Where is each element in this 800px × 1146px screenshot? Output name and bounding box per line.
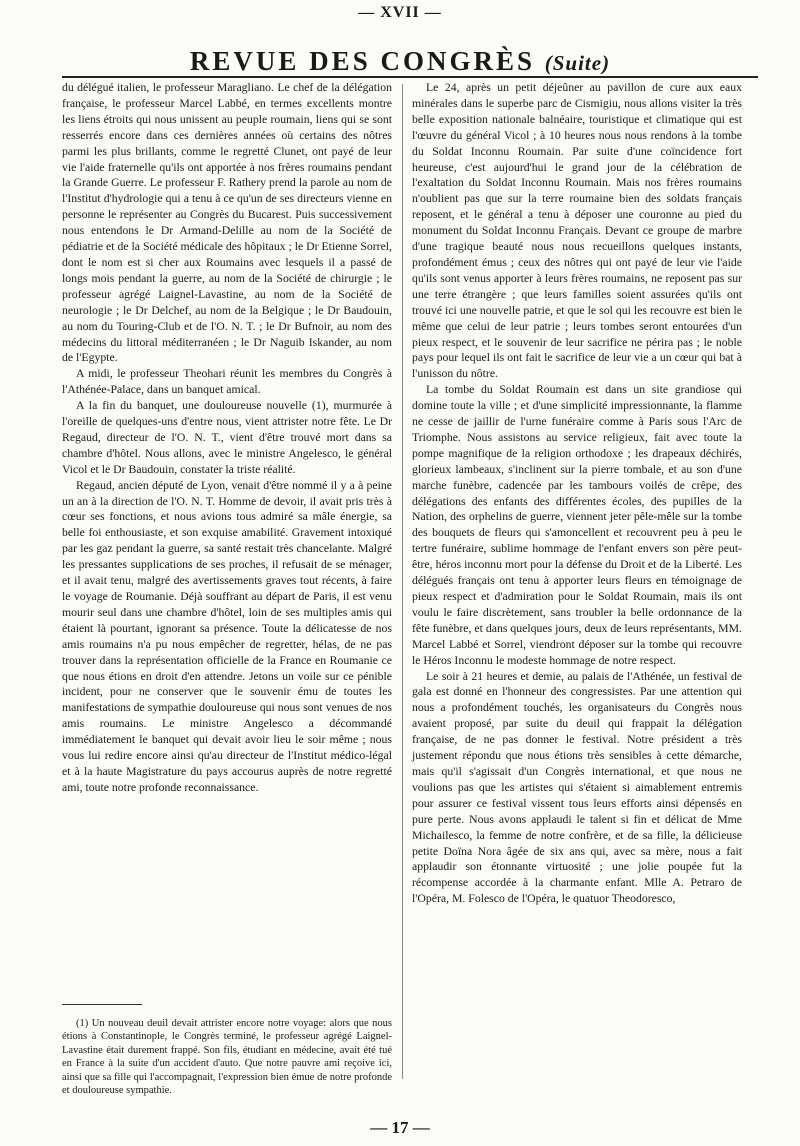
column-divider: [402, 84, 403, 1079]
paragraph: Le 24, après un petit déjeûner au pavillon de cure aux eaux minérales dans le superbe parc de Cismigiu, nous allons visiter la très belle exposition nationale balnéaire, touristique et climatique qui est l'œuvre du général Vicol ; à 10 heures nous nous rendons à la tombe du Soldat Inconnu Roumain. Par suite d'une coïncidence fort heureuse, c'est aujourd'hui le grand jour de la célébration de l'exaltation du Soldat Inconnu Roumain. Mais nos frères roumains n'oublient pas que sur la terre roumaine bien des soldats français reposent, et le général a tenu à déposer une couronne au pied du monument du Soldat Inconnu Français. Devant ce groupe de marbre d'une tragique beauté nous nous recueillons quelques instants, profondément émus ; ceux des nôtres qui ont payé de leur vie l'aide qu'ils sont venus apporter à leurs frères roumains, ne reposent pas sur une terre étrangère ; que leurs familles soient assurées qu'ils ont trouvé ici une nouvelle patrie, et que le sol qui les recouvre est bien le même que celui de leur patrie ; leurs tombes seront entourées d'un pieux respect, et le souvenir de leur sacrifice ne périra pas ; le noble pays pour lequel ils ont fait le sacrifice de leur vie a un cœur qui bat à l'unisson du nôtre.: [412, 81, 742, 381]
page-folio: — XVII —: [358, 4, 442, 21]
paragraph: La tombe du Soldat Roumain est dans un site grandiose qui domine toute la ville ; et d'une simplicité impressionnante, la flamme ne cesse de jaillir de l'urne funéraire comme à Paris sous l'Arc de Triomphe. Nous assistons au service religieux, fait avec toute la pompe magnifique de la religion orthodoxe ; les drapeaux déchirés, glorieux lambeaux, s'inclinent sur la pierre tombale, et au son d'une marche funèbre, cadencée par les tambours voilés de crêpe, des délégations des enfants des différentes écoles, des pupilles de la Nation, des orphelins de guerre, viennent jeter pêle-mêle sur la tombe des bouquets de fleurs qui s'amoncellent et recouvrent peu à peu le tertre funéraire, sublime hommage de l'enfant envers son père peut-être, héros inconnu mort pour la défense du Droit et de la Liberté. Les délégués français ont tenu à apporter leurs fleurs en témoignage de pieux respect et d'admiration pour le Soldat Roumain, mais ils ont voulu le faire discrètement, sans troubler la belle ordonnance de la fête funèbre, et dans quelques jours, deux de leurs représentants, MM. Marcel Labbé et Sorrel, viendront déposer sur la tombe qui recouvre le Héros Inconnu le modeste hommage de notre respect.: [412, 383, 742, 667]
title-suite: (Suite): [544, 51, 611, 75]
right-column: [412, 80, 742, 1100]
title-rule: [62, 76, 758, 78]
title-main: REVUE DES CONGRÈS: [189, 46, 535, 76]
paragraph: A midi, le professeur Theohari réunit les membres du Congrès à l'Athénée-Palace, dans un banquet amical.: [62, 367, 392, 397]
paragraph: Regaud, ancien député de Lyon, venait d'être nommé il y a à peine un an à la direction de l'O. N. T. Homme de devoir, il avait pris très à cœur ses fonctions, et nous avions tous admiré sa mâle énergie, sa belle foi enthousiaste, et son exquise amabilité. Gravement intoxiqué par les gaz pendant la guerre, sa santé restait très chancelante. Malgré les pressantes supplications de ses proches, il refusait de se ménager, et il avait tenu, malgré des avertissements graves tout récents, à faire le voyage de Roumanie. Déjà souffrant au départ de Paris, il est venu mourir seul dans une chambre d'hôtel, loin de ses multiples amis qui étaient là pourtant, ignorant sa présence. Toute la délicatesse de nos amis roumains n'a pu nous empêcher de regretter, hélas, de ne pas trouver dans la représentation officielle de la France en Roumanie ce que nous étions en droit d'en attendre. Jetons un voile sur ce pénible incident, pour ne conserver que le souvenir ému de toutes les manifestations de sympathie douloureuse qui nous sont venues de nos amis roumains. Le ministre Angelesco a décommandé immédiatement le banquet qui devait avoir lieu le soir même ; nous vous lui redire encore ainsi qu'au directeur de l'Institut médico-légal et à la haute Magistrature du pays accourus auprès de notre regretté ami, toute notre profonde reconnaissance.: [62, 478, 392, 794]
left-column: [62, 80, 392, 985]
footnote: [62, 1017, 392, 1097]
page-number: — 17 —: [370, 1118, 430, 1137]
page-title: [0, 46, 800, 77]
footnote-rule: [62, 1004, 142, 1005]
paragraph: du délégué italien, le professeur Maragliano. Le chef de la délégation française, le professeur Marcel Labbé, en termes excellents montre les liens étroits qui nous unissent au peuple roumain, liens qui se sont resserrés encore dans ces dernières années où certains des nôtres parmi les plus brillants, comme le regretté Clunet, ont payé de leur vie l'aide fraternelle qu'ils ont apportée à nos frères roumains pendant la Grande Guerre. Le professeur F. Rathery prend la parole au nom de l'Institut d'hydrologie qui a tenu à ce qu'un de ses directeurs vienne en personne le représenter au Congrès du Bucarest. Puis successivement nous entendons le Dr Armand-Delille au nom de la Société de pédiatrie et de la Société médicale des hôpitaux ; le Dr Etienne Sorrel, dont le nom est si cher aux Roumains avec lesquels il a passé de longs mois pendant la guerre, au nom de la Société de chirurgie ; le professeur agrégé Laignel-Lavastine, au nom de la Société de neurologie ; le Dr Delchef, au nom de la Belgique ; le Dr Baudouin, au nom du Touring-Club et de l'O. N. T. ; le Dr Bufnoir, au nom des médecins du littoral méditerranéen ; le Dr Naguib Iskander, au nom de l'Egypte.: [62, 81, 392, 365]
paragraph: A la fin du banquet, une douloureuse nouvelle (1), murmurée à l'oreille de quelques-uns d'entre nous, vient attrister notre fête. Le Dr Regaud, directeur de l'O. N. T., vient d'être trouvé mort dans sa chambre d'hôtel. Nous allons, avec le ministre Angelesco, le général Vicol et le Dr Baudouin, constater la triste réalité.: [62, 399, 392, 476]
paragraph: Le soir à 21 heures et demie, au palais de l'Athénée, un festival de gala est donné en l'honneur des congressistes. Par une attention qui nous a profondément touchés, les organisateurs du Congrès nous avaient proposé, par suite du deuil qui frappait la délégation française, de ne pas donner le festival. Notre président a très justement répondu que nous étions très sensibles à cette démarche, mais qu'il s'agissait d'un Congrès international, et que nous ne voulions pas que les artistes qui s'étaient si aimablement entremis pour assurer ce festival vissent tous leurs efforts ainsi dépensés en pure perte. Nous avons applaudi le talent si fin et délicat de Mme Michailesco, la femme de notre confrère, et de sa fille, la délicieuse petite Doïna Nora âgée de six ans qui, avec sa mère, nous a fait applaudir son étonnante virtuosité ; une jolie poupée fut la récompense accordée à la charmante enfant. Mlle A. Petraro de l'Opéra, M. Folesco de l'Opéra, le quatuor Theodoresco,: [412, 669, 742, 906]
footnote-text: (1) Un nouveau deuil devait attrister encore notre voyage: alors que nous étions à Constantinople, le Congrès terminé, le professeur agrégé Laignel-Lavastine était durement frappé. Son fils, étudiant en médecine, avait été tué en France à la suite d'un accident d'auto. Que notre pauvre ami reçoive ici, ainsi que sa fille qui l'accompagnait, l'expression bien émue de notre profonde et douloureuse sympathie.: [62, 1018, 392, 1097]
